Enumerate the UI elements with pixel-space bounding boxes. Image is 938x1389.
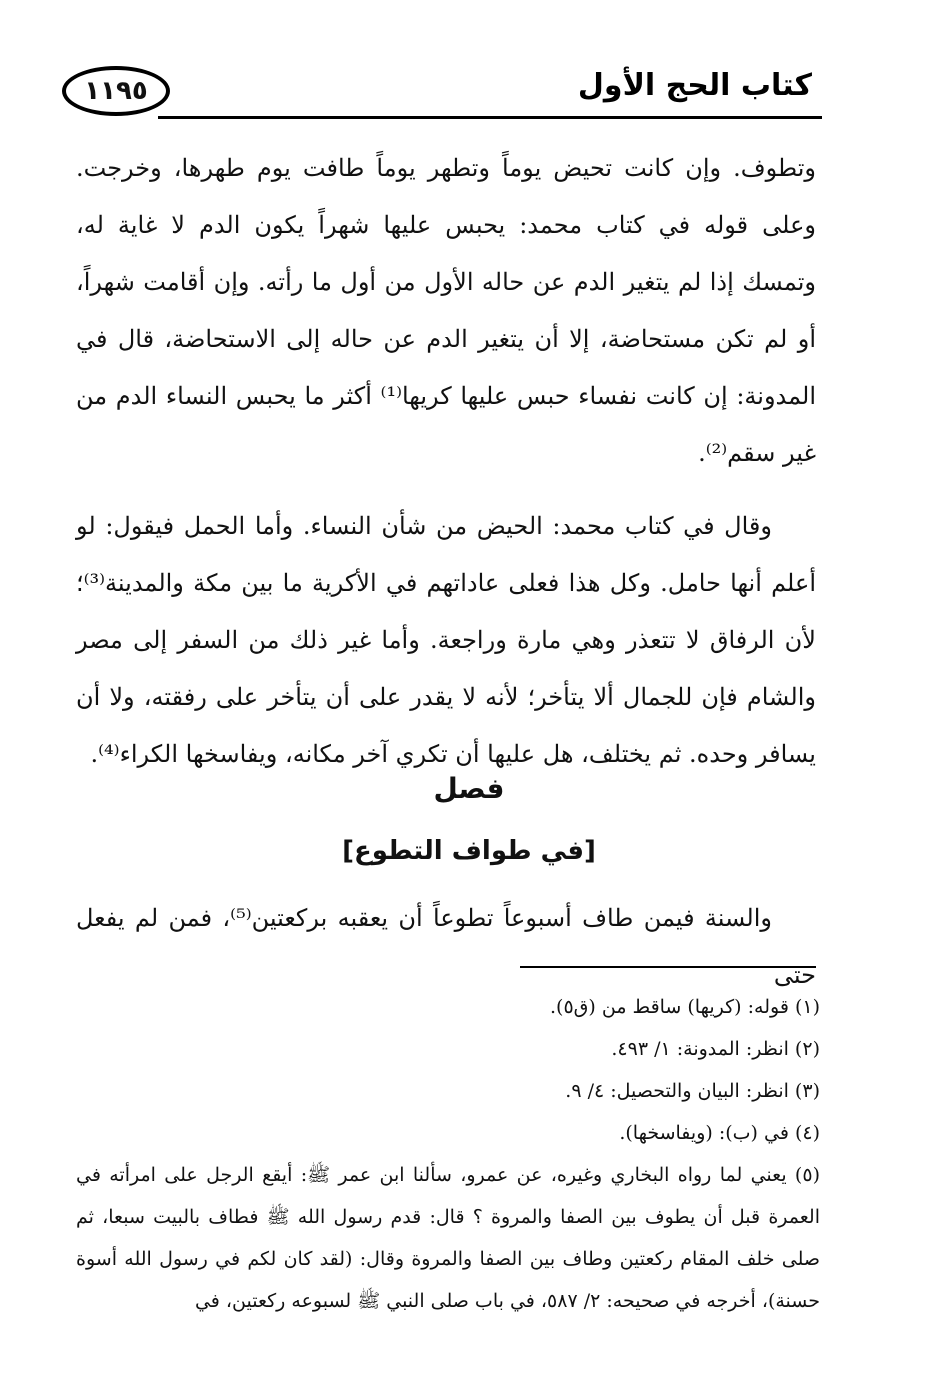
footnote-separator xyxy=(520,966,816,968)
book-title: كتاب الحج الأول xyxy=(577,68,812,103)
paragraph-1: وتطوف. وإن كانت تحيض يوماً وتطهر يوماً طافت يوم طهرها، وخرجت. وعلى قوله في كتاب محمد: يحبس عليها شهراً يكون الدم لا غاية له، وتمسك إذا لم يتغير الدم عن حاله الأول من أول ما رأته. وإن أقامت شهراً، أو لم تكن مستحاضة، إلا أن يتغير الدم عن حاله إلى الاستحاضة، قال في المدونة: إن كانت نفساء حبس عليها كريها⁽¹⁾ أكثر ما يحبس النساء الدم من غير سقم⁽²⁾. xyxy=(76,154,817,467)
footnotes xyxy=(76,986,820,1322)
section-paragraph: والسنة فيمن طاف أسبوعاً تطوعاً أن يعقبه بركعتين⁽⁵⁾، فمن لم يفعل حتى xyxy=(76,904,816,989)
paragraph-2: وقال في كتاب محمد: الحيض من شأن النساء. وأما الحمل فيقول: لو أعلم أنها حامل. وكل هذا فعلى عاداتهم في الأكرية ما بين مكة والمدينة⁽³⁾؛ لأن الرفاق لا تتعذر وهي مارة وراجعة. وأما غير ذلك من السفر إلى مصر والشام فإن للجمال ألا يتأخر؛ لأنه لا يقدر على أن يتأخر على رفقته، ولا أن يسافر وحده. ثم يختلف، هل عليها أن تكري آخر مكانه، ويفاسخها الكراء⁽⁴⁾. xyxy=(76,512,816,768)
main-text xyxy=(76,140,816,783)
footnote-2: (٢) انظر: المدونة: ١/ ٤٩٣. xyxy=(611,1038,820,1060)
section-subheading: [في طواف التطوع] xyxy=(342,836,596,866)
page-number: ١١٩٥ xyxy=(62,66,170,116)
footnote-4: (٤) في (ب): (ويفاسخها). xyxy=(619,1122,820,1144)
footnote-1: (١) قوله: (كريها) ساقط من (ق٥). xyxy=(549,996,820,1018)
header-rule xyxy=(158,116,822,119)
section-heading: فصل xyxy=(433,772,505,805)
footnote-3: (٣) انظر: البيان والتحصيل: ٤/ ٩. xyxy=(565,1080,820,1102)
page-header xyxy=(62,60,822,130)
footnote-5: (٥) يعني لما رواه البخاري وغيره، عن عمرو، سألنا ابن عمر ﷺ: أيقع الرجل على امرأته في العمرة قبل أن يطوف بين الصفا والمروة ؟ قال: قدم رسول الله ﷺ فطاف بالبيت سبعا، ثم صلى خلف المقام ركعتين وطاف بين الصفا والمروة وقال: (لقد كان لكم في رسول الله أسوة حسنة)، أخرجه في صحيحه: ٢/ ٥٨٧، في باب صلى النبي ﷺ لسبوعه ركعتين، في xyxy=(76,1164,820,1312)
